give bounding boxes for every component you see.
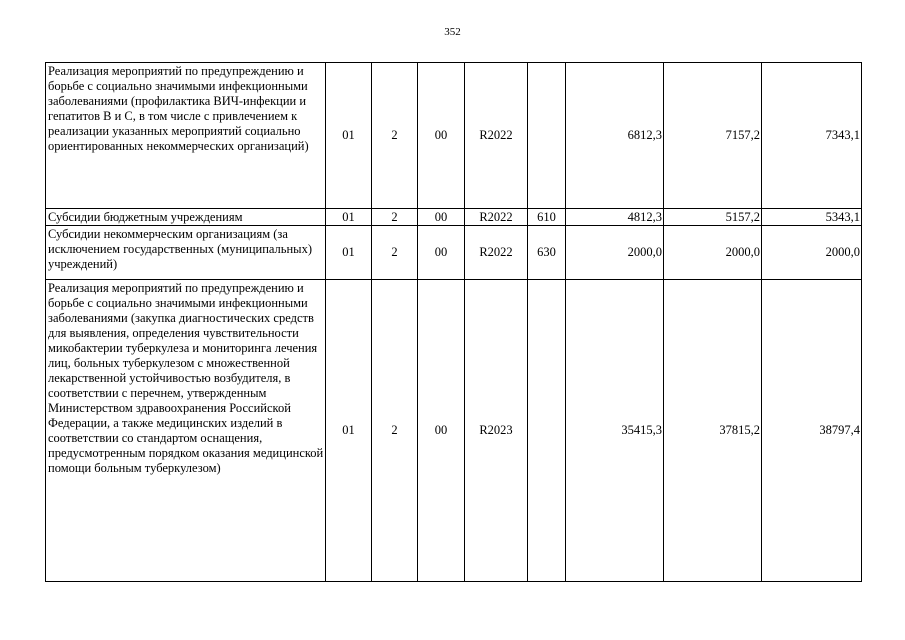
amount-cell: 38797,4 bbox=[762, 280, 862, 582]
code-cell: 00 bbox=[418, 226, 465, 280]
amount-cell: 7157,2 bbox=[664, 63, 762, 209]
code-cell: 00 bbox=[418, 209, 465, 226]
amount-cell: 4812,3 bbox=[566, 209, 664, 226]
amount-cell: 37815,2 bbox=[664, 280, 762, 582]
code-cell: 01 bbox=[326, 280, 372, 582]
budget-table bbox=[45, 62, 862, 582]
amount-cell: 2000,0 bbox=[566, 226, 664, 280]
row-name-cell: Реализация мероприятий по предупреждению и борьбе с социально значимыми инфекционными заболеваниями (профилактика ВИЧ-инфекции и гепатитов В и С, в том числе с привлечением к реализации указанных мероприятий социально ориентированных некоммерческих организаций) bbox=[46, 63, 326, 209]
code-cell: 01 bbox=[326, 63, 372, 209]
row-name-cell: Реализация мероприятий по предупреждению и борьбе с социально значимыми инфекционными заболеваниями (закупка диагностических средств для выявления, определения чувствительности микобактерии туберкулеза и мониторинга лечения лиц, больных туберкулезом с множественной лекарственной устойчивостью возбудителя, в соответствии с перечнем, утвержденным Министерством здравоохранения Российской Федерации, а также медицинских изделий в соответствии со стандартом оснащения, предусмотренным порядком оказания медицинской помощи больным туберкулезом) bbox=[46, 280, 326, 582]
code-cell: 2 bbox=[372, 63, 418, 209]
code-cell bbox=[528, 280, 566, 582]
amount-cell: 6812,3 bbox=[566, 63, 664, 209]
amount-cell: 7343,1 bbox=[762, 63, 862, 209]
code-cell: 2 bbox=[372, 226, 418, 280]
code-cell: 01 bbox=[326, 226, 372, 280]
code-cell: 00 bbox=[418, 280, 465, 582]
amount-cell: 5157,2 bbox=[664, 209, 762, 226]
code-cell: 01 bbox=[326, 209, 372, 226]
amount-cell: 5343,1 bbox=[762, 209, 862, 226]
code-cell: R2022 bbox=[465, 209, 528, 226]
code-cell: 630 bbox=[528, 226, 566, 280]
amount-cell: 35415,3 bbox=[566, 280, 664, 582]
amount-cell: 2000,0 bbox=[762, 226, 862, 280]
row-name-cell: Субсидии некоммерческим организациям (за исключением государственных (муниципальных) учреждений) bbox=[46, 226, 326, 280]
table-row bbox=[46, 280, 862, 582]
amount-cell: 2000,0 bbox=[664, 226, 762, 280]
code-cell: 00 bbox=[418, 63, 465, 209]
code-cell: R2023 bbox=[465, 280, 528, 582]
row-name-cell: Субсидии бюджетным учреждениям bbox=[46, 209, 326, 226]
table-row bbox=[46, 209, 862, 226]
code-cell: 610 bbox=[528, 209, 566, 226]
table-row bbox=[46, 63, 862, 209]
code-cell: R2022 bbox=[465, 63, 528, 209]
code-cell: 2 bbox=[372, 280, 418, 582]
code-cell bbox=[528, 63, 566, 209]
page-number: 352 bbox=[444, 26, 461, 38]
code-cell: R2022 bbox=[465, 226, 528, 280]
code-cell: 2 bbox=[372, 209, 418, 226]
table-row bbox=[46, 226, 862, 280]
